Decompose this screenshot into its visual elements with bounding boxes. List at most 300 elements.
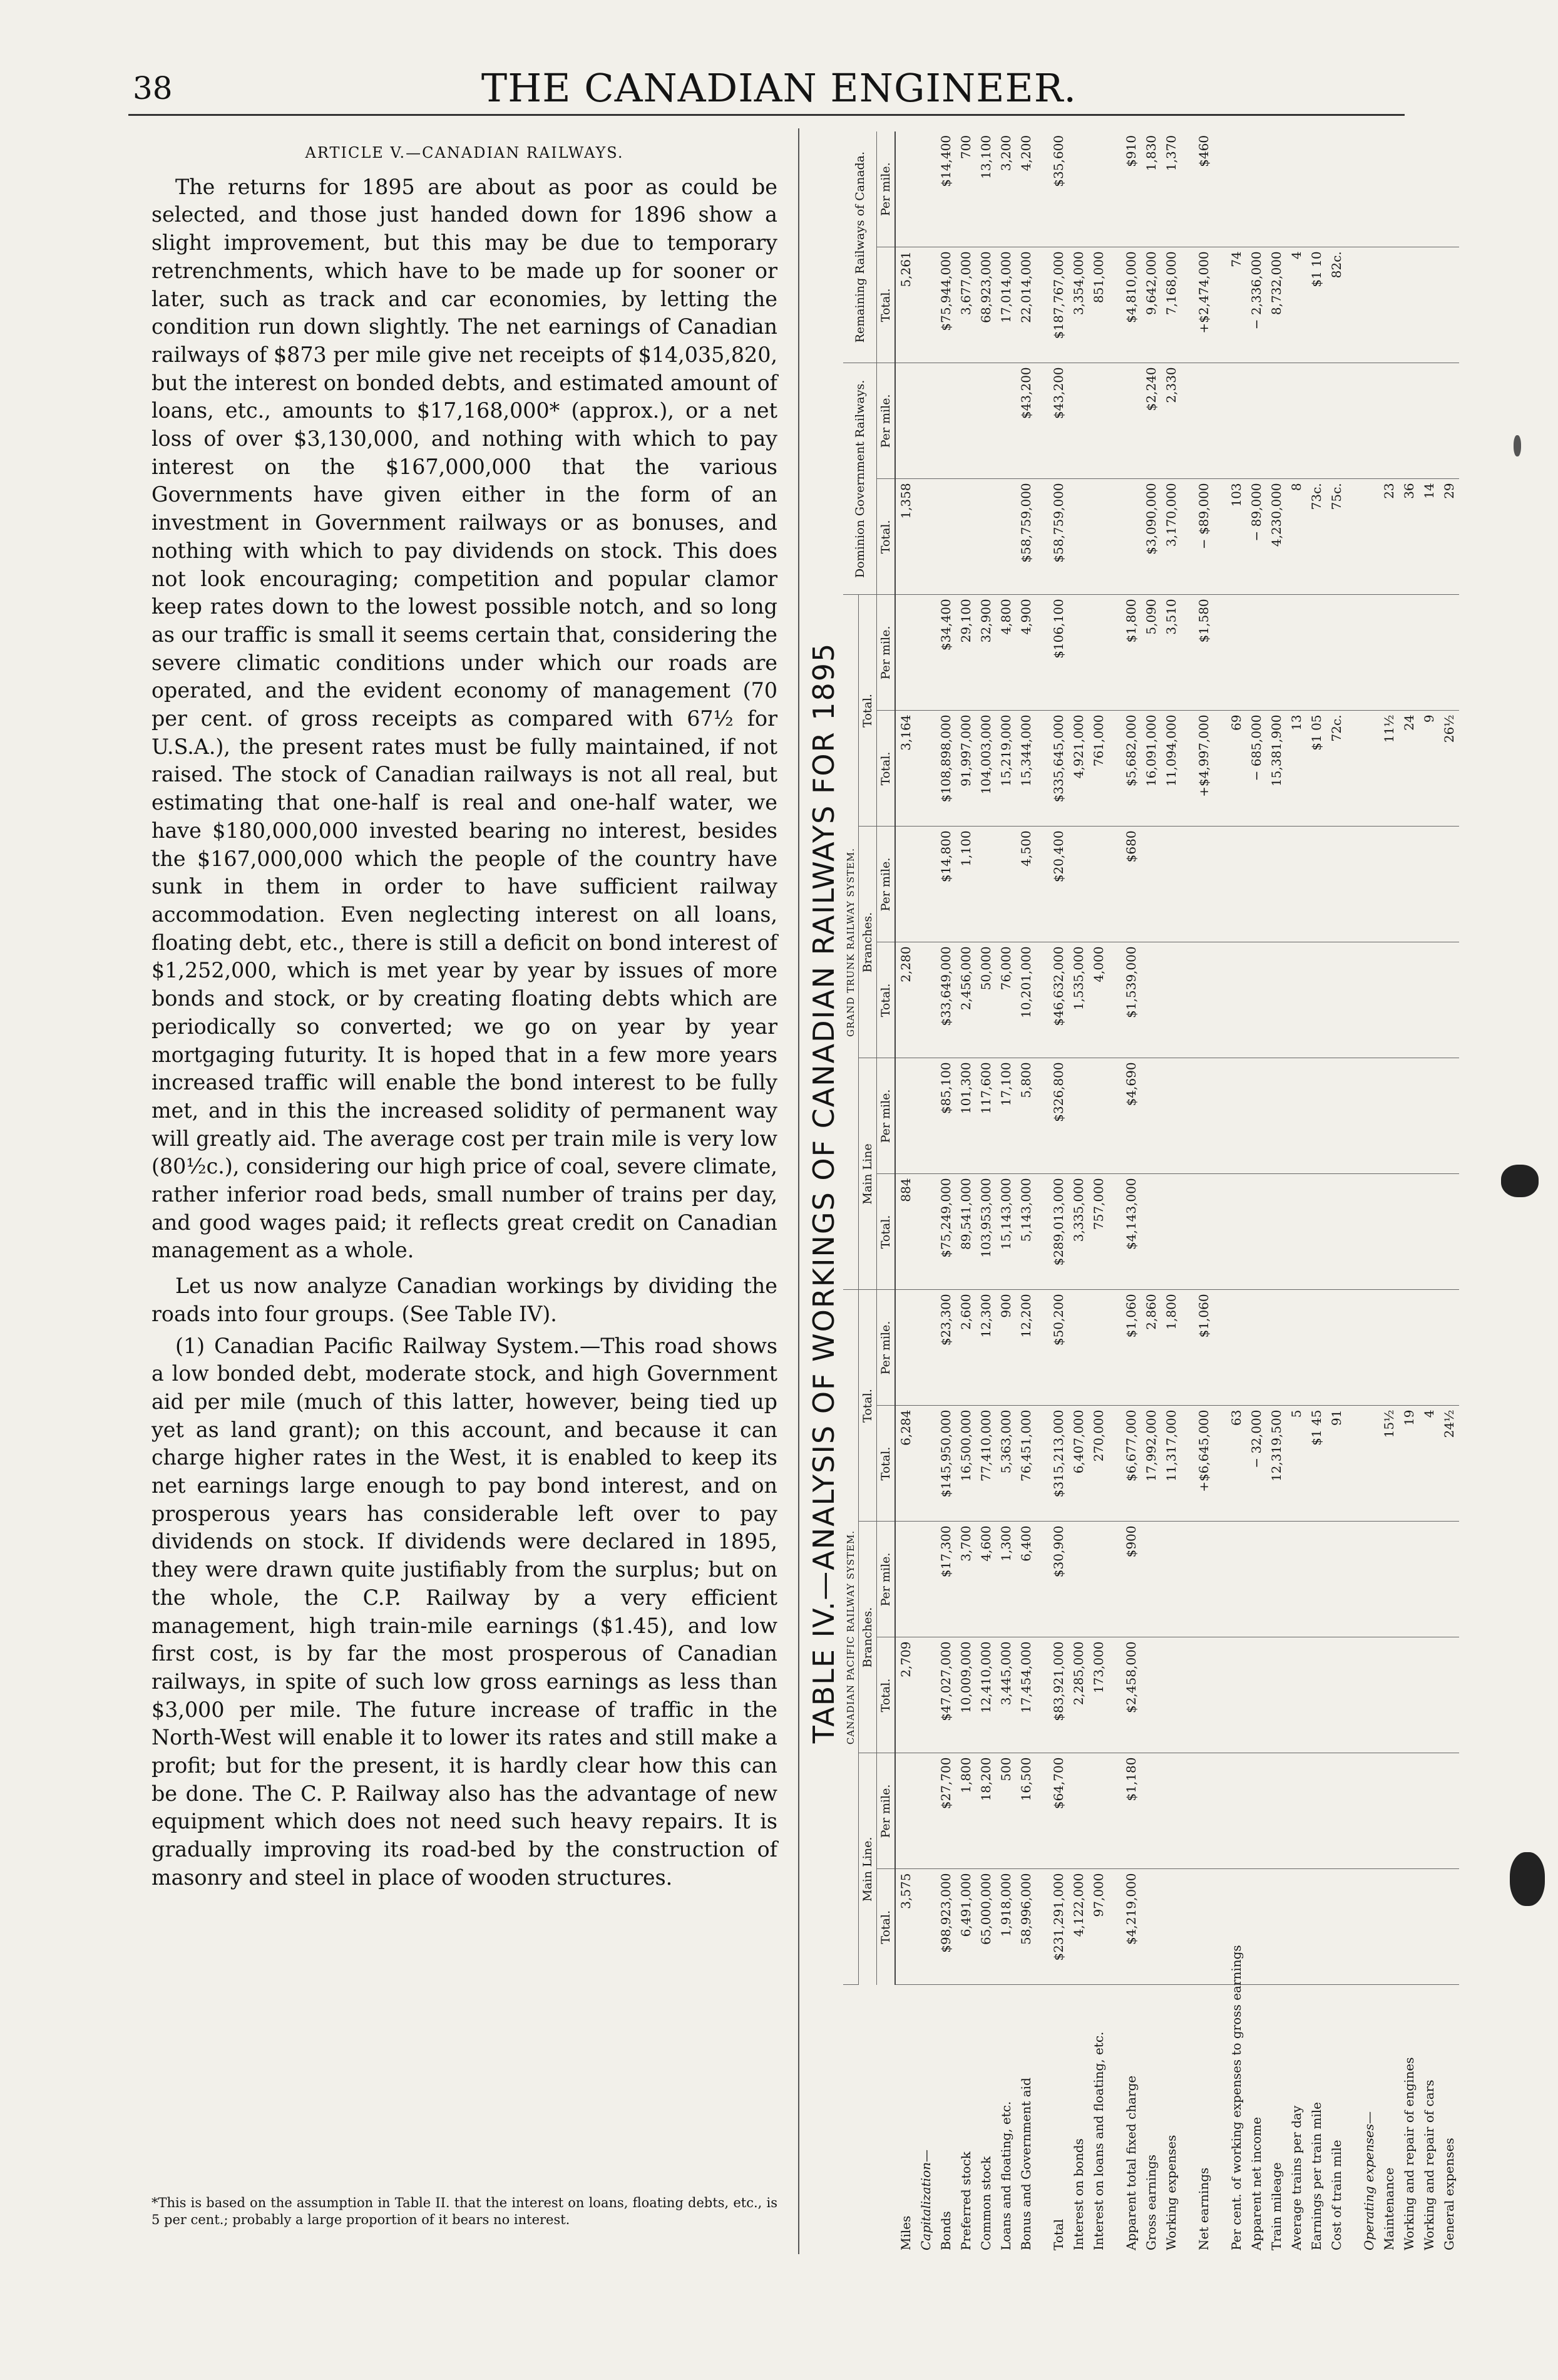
table-cell: 8 <box>1286 479 1306 595</box>
table-cell <box>1109 1058 1121 1174</box>
table-cell: $5,682,000 <box>1121 711 1141 827</box>
table-cell <box>1379 1637 1399 1753</box>
table-cell: 69 <box>1226 711 1246 827</box>
table-cell <box>1194 1174 1214 1290</box>
row-label: Capitalization— <box>918 2150 933 2250</box>
table-cell <box>1266 1290 1286 1406</box>
table-cell <box>1214 1522 1226 1637</box>
table-cell <box>1399 942 1419 1058</box>
table-cell <box>1419 1290 1439 1406</box>
table-cell <box>1399 1869 1419 1985</box>
table-cell: 72c. <box>1326 711 1346 827</box>
table-cell <box>1036 827 1048 942</box>
row-label: Interest on loans and floating, etc. <box>1091 2031 1106 2250</box>
table-row <box>1181 131 1194 2254</box>
table-row <box>1346 131 1359 2254</box>
table-cell: 16,500,000 <box>956 1406 976 1522</box>
table-cell: 22,014,000 <box>1016 247 1036 363</box>
table-cell: $108,898,000 <box>936 711 956 827</box>
table-cell <box>1379 1290 1399 1406</box>
table-cell: 10,201,000 <box>1016 942 1036 1058</box>
table-cell: $106,100 <box>1048 595 1069 711</box>
table-cell: 1,830 <box>1141 131 1161 247</box>
table-cell: 103,953,000 <box>976 1174 996 1290</box>
table-cell <box>1161 1058 1181 1174</box>
table-cell: 1,535,000 <box>1069 942 1089 1058</box>
table-cell: 173,000 <box>1089 1637 1109 1753</box>
table-cell <box>1419 595 1439 711</box>
table-cell: 63 <box>1226 1406 1246 1522</box>
table-cell <box>1181 1753 1194 1869</box>
table-cell: 4,500 <box>1016 827 1036 942</box>
table-cell <box>1181 363 1194 479</box>
table-cell <box>1286 1637 1306 1753</box>
table-cell: $35,600 <box>1048 131 1069 247</box>
table-cell: 23 <box>1379 479 1399 595</box>
table-cell: 24 <box>1399 711 1419 827</box>
table-cell <box>956 363 976 479</box>
table-row <box>1121 131 1141 2254</box>
table-cell <box>916 1174 936 1290</box>
workings-table <box>843 131 1459 2254</box>
table-cell: $1,580 <box>1194 595 1214 711</box>
table-cell: 13 <box>1286 711 1306 827</box>
column-header-per-mile: Per mile. <box>877 131 896 247</box>
table-cell: 97,000 <box>1089 1869 1109 1985</box>
table-cell: $1,800 <box>1121 595 1141 711</box>
table-cell: 4,800 <box>996 595 1016 711</box>
subgroup-cpr-main: Main Line. <box>859 1753 877 1985</box>
table-cell <box>916 247 936 363</box>
table-cell <box>1246 1174 1266 1290</box>
row-label: Net earnings <box>1196 2167 1211 2250</box>
table-cell <box>1069 1058 1089 1174</box>
table-cell <box>1439 131 1459 247</box>
table-cell <box>1181 1406 1194 1522</box>
group-gtr: GRAND TRUNK RAILWAY SYSTEM. <box>843 595 859 1290</box>
table-cell <box>1286 942 1306 1058</box>
table-row <box>936 131 956 2254</box>
table-cell <box>1181 1522 1194 1637</box>
row-label: Earnings per train mile <box>1309 2102 1324 2250</box>
table-cell <box>1399 1290 1419 1406</box>
table-cell <box>1346 363 1359 479</box>
table-cell: 500 <box>996 1753 1016 1869</box>
table-cell: 18,200 <box>976 1753 996 1869</box>
article-paragraph: The returns for 1895 are about as poor as could be selected, and those just handed down for 1896 show a slight improvement, but this may be due to temporary retrenchments, which have to be made up for sooner or later, such as track and car economies, by letting the condition run down slightly. The net earnings of Canadian railways of $873 per mile give net receipts of $14,035,820, but the interest on bonded debts, and estimated amount of loans, etc., amounts to $17,168,000* (approx.), or a net loss of over $3,130,000, and nothing with which to pay interest on the $167,000,000 that the various Governments have given either in the form of an investment in Government railways or as bonuses, and nothing with which to pay dividends on stock. This does not look encouraging; competition and popular clamor keep rates down to the lowest possible notch, and so long as our traffic is small it seems certain that, considering the severe climatic conditions under which our roads are operated, and the evident economy of management (70 per cent. of gross receipts as compared with 67½ for U.S.A.), the present rates must be fully maintained, if not raised. The stock of Canadian railways is not all real, but estimating that one-half is real and one-half water, we have $180,000,000 invested bearing no interest, besides the $167,000,000 which the people of the country have sunk in them in order to have sufficient railway accommodation. Even neglecting interest on all loans, floating debt, etc., there is still a deficit on bond interest of $1,252,000, which is met year by year by issues of more bonds and stock, or by creating floating debts which are periodically so converted; we go on year by year mortgaging futurity. It is hoped that in a few more years increased traffic will enable the bond interest to be fully met, and in this the increased solidity of permanent way will greatly aid. The average cost per train mile is very low (80½c.), considering our high price of coal, severe climate, rather inferior road beds, small number of trains per day, and good wages paid; it reflects great credit on Canadian management as a whole. <box>151 174 778 1263</box>
table-cell: 3,700 <box>956 1522 976 1637</box>
table-cell <box>1089 1753 1109 1869</box>
table-cell <box>1089 479 1109 595</box>
table-cell <box>895 827 916 942</box>
table-cell <box>996 827 1016 942</box>
table-cell <box>1214 1637 1226 1753</box>
row-label: Common stock <box>978 2156 993 2250</box>
table-cell: 1,800 <box>956 1753 976 1869</box>
table-cell <box>1246 827 1266 942</box>
table-cell: $335,645,000 <box>1048 711 1069 827</box>
table-cell <box>1439 1174 1459 1290</box>
table-row <box>976 131 996 2254</box>
table-row <box>1246 131 1266 2254</box>
table-cell <box>1109 1753 1121 1869</box>
table-cell <box>1306 942 1326 1058</box>
table-cell: 8,732,000 <box>1266 247 1286 363</box>
table-cell: $33,649,000 <box>936 942 956 1058</box>
table-cell <box>1214 711 1226 827</box>
table-cell <box>1439 595 1459 711</box>
table-cell: 4,200 <box>1016 131 1036 247</box>
table-cell <box>1359 1637 1379 1753</box>
table-cell <box>1181 1058 1194 1174</box>
table-cell <box>1089 1058 1109 1174</box>
row-label-header <box>843 1985 895 2254</box>
table-cell <box>1359 247 1379 363</box>
table-cell: $231,291,000 <box>1048 1869 1069 1985</box>
table-cell <box>1419 1174 1439 1290</box>
table-cell <box>1036 711 1048 827</box>
table-cell <box>1069 1522 1089 1637</box>
table-cell: 101,300 <box>956 1058 976 1174</box>
table-cell <box>1181 1174 1194 1290</box>
table-cell <box>1399 595 1419 711</box>
table-cell: 17,100 <box>996 1058 1016 1174</box>
table-cell <box>1194 1058 1214 1174</box>
table-cell <box>1214 1290 1226 1406</box>
table-row <box>1326 131 1346 2254</box>
table-cell: $145,950,000 <box>936 1406 956 1522</box>
table-cell: $75,249,000 <box>936 1174 956 1290</box>
column-header-per-mile: Per mile. <box>877 1290 896 1406</box>
column-header-total: Total. <box>877 247 896 363</box>
table-cell <box>1161 1174 1181 1290</box>
table-cell: $47,027,000 <box>936 1637 956 1753</box>
table-cell <box>1214 363 1226 479</box>
table-cell <box>1359 827 1379 942</box>
table-cell <box>1346 131 1359 247</box>
table-title: TABLE IV.—ANALYSIS OF WORKINGS OF CANADIAN RAILWAYS FOR 1895 <box>807 642 841 1744</box>
group-cpr: CANADIAN PACIFIC RAILWAY SYSTEM. <box>843 1290 859 1985</box>
article-title: ARTICLE V.—CANADIAN RAILWAYS. <box>305 144 624 162</box>
table-cell <box>1161 1869 1181 1985</box>
table-cell: 17,014,000 <box>996 247 1016 363</box>
row-label: Bonus and Government aid <box>1018 2078 1033 2250</box>
table-cell: 9 <box>1419 711 1439 827</box>
table-cell <box>1214 479 1226 595</box>
table-cell <box>1379 363 1399 479</box>
table-cell <box>1346 479 1359 595</box>
table-cell: 29,100 <box>956 595 976 711</box>
table-row <box>1048 131 1069 2254</box>
table-cell <box>1226 1174 1246 1290</box>
table-cell: − $89,000 <box>1194 479 1214 595</box>
table-cell: 3,677,000 <box>956 247 976 363</box>
table-cell: $17,300 <box>936 1522 956 1637</box>
article-paragraph: (1) Canadian Pacific Railway System.—This road shows a low bonded debt, moderate stock, and high Government aid per mile (much of this latter, however, being tied up yet as land grant); on this account, and because it can charge higher rates in the West, it is enabled to keep its net earnings large enough to pay bond interest, and on prosperous years has considerable left over to pay dividends on stock. If dividends were declared in 1895, they were drawn quite justifiably from the surplus; but on the whole, the C.P. Railway by a very efficient management, high train-mile earnings ($1.45), and low first cost, is by far the most prosperous of Canadian railways, in spite of such low gross earnings as less than $3,000 per mile. The future increase of traffic in the North-West will enable it to lower its rates and still make a profit; but for the present, it is hardly clear how this can be done. The C. P. Railway also has the advantage of new equipment which does not need such heavy repairs. It is gradually improving its road-bed by the construction of masonry and steel in place of wooden structures. <box>151 1333 777 1890</box>
table-cell <box>976 827 996 942</box>
table-cell: 17,454,000 <box>1016 1637 1036 1753</box>
table-cell: 91,997,000 <box>956 711 976 827</box>
table-cell <box>1379 1174 1399 1290</box>
table-cell: 3,170,000 <box>1161 479 1181 595</box>
table-cell <box>1359 1174 1379 1290</box>
table-cell <box>1121 363 1141 479</box>
table-cell: 1,300 <box>996 1522 1016 1637</box>
column-header-total: Total. <box>877 942 896 1058</box>
rotated-table-area <box>804 131 1457 2254</box>
table-cell <box>1141 1174 1161 1290</box>
table-cell <box>1379 827 1399 942</box>
table-cell <box>1346 1869 1359 1985</box>
table-cell <box>1379 247 1399 363</box>
table-cell <box>1181 827 1194 942</box>
table-cell: $1,060 <box>1121 1290 1141 1406</box>
table-cell <box>1226 131 1246 247</box>
table-cell <box>1246 942 1266 1058</box>
table-cell <box>1306 827 1326 942</box>
table-cell <box>1346 1058 1359 1174</box>
table-cell <box>1109 363 1121 479</box>
table-cell <box>996 363 1016 479</box>
table-cell: − 32,000 <box>1246 1406 1266 1522</box>
table-row <box>1399 131 1419 2254</box>
table-cell: $4,143,000 <box>1121 1174 1141 1290</box>
table-cell <box>1379 1753 1399 1869</box>
table-cell: +$4,997,000 <box>1194 711 1214 827</box>
row-label <box>1346 1985 1359 2254</box>
table-cell: $43,200 <box>1048 363 1069 479</box>
column-header-total: Total. <box>877 1637 896 1753</box>
row-label: Cost of train mile <box>1329 2140 1344 2250</box>
table-cell <box>1359 479 1379 595</box>
table-cell: 50,000 <box>976 942 996 1058</box>
table-cell <box>1359 1869 1379 1985</box>
table-cell <box>1036 1753 1048 1869</box>
table-cell <box>1109 1869 1121 1985</box>
table-cell <box>1069 595 1089 711</box>
table-cell <box>1306 1637 1326 1753</box>
table-cell <box>1306 1522 1326 1637</box>
table-cell: 757,000 <box>1089 1174 1109 1290</box>
table-cell <box>1161 1753 1181 1869</box>
table-cell <box>1439 247 1459 363</box>
table-cell: $43,200 <box>1016 363 1036 479</box>
table-cell <box>1214 595 1226 711</box>
table-cell: 3,575 <box>895 1869 916 1985</box>
table-cell <box>1346 711 1359 827</box>
table-cell: $326,800 <box>1048 1058 1069 1174</box>
table-cell: $1 45 <box>1306 1406 1326 1522</box>
table-cell <box>1346 1637 1359 1753</box>
table-cell: 58,996,000 <box>1016 1869 1036 1985</box>
table-cell: 15,344,000 <box>1016 711 1036 827</box>
column-divider <box>798 128 799 2254</box>
table-cell: 29 <box>1439 479 1459 595</box>
table-cell <box>1036 1058 1048 1174</box>
table-cell <box>1266 942 1286 1058</box>
group-dominion: Dominion Government Railways. <box>843 363 877 595</box>
table-cell: $289,013,000 <box>1048 1174 1069 1290</box>
table-cell <box>1161 1522 1181 1637</box>
table-cell: 2,860 <box>1141 1290 1161 1406</box>
table-cell <box>1419 1058 1439 1174</box>
table-cell <box>916 1637 936 1753</box>
table-cell <box>1246 595 1266 711</box>
table-row <box>1214 131 1226 2254</box>
table-cell: 117,600 <box>976 1058 996 1174</box>
table-cell <box>1246 1522 1266 1637</box>
table-cell <box>1439 1522 1459 1637</box>
table-cell: 17,992,000 <box>1141 1406 1161 1522</box>
table-cell <box>1266 1753 1286 1869</box>
table-cell <box>1419 1753 1439 1869</box>
table-cell <box>916 1406 936 1522</box>
table-cell: 4,230,000 <box>1266 479 1286 595</box>
table-cell <box>1359 1522 1379 1637</box>
table-row <box>1161 131 1181 2254</box>
table-cell: 11,317,000 <box>1161 1406 1181 1522</box>
table-row <box>1439 131 1459 2254</box>
table-cell: $14,800 <box>936 827 956 942</box>
table-cell <box>1306 1869 1326 1985</box>
table-cell: 82c. <box>1326 247 1346 363</box>
table-cell <box>1226 595 1246 711</box>
table-cell <box>1194 1637 1214 1753</box>
table-cell: 1,370 <box>1161 131 1181 247</box>
table-row <box>1379 131 1399 2254</box>
table-cell: 1,358 <box>895 479 916 595</box>
table-cell <box>916 479 936 595</box>
table-row <box>1109 131 1121 2254</box>
row-label: Apparent net income <box>1249 2116 1264 2250</box>
table-cell: $14,400 <box>936 131 956 247</box>
table-cell <box>1326 1290 1346 1406</box>
table-cell: 3,354,000 <box>1069 247 1089 363</box>
table-cell <box>1194 1522 1214 1637</box>
table-cell <box>895 363 916 479</box>
table-cell <box>1036 1290 1048 1406</box>
table-row <box>1266 131 1286 2254</box>
table-cell: 7,168,000 <box>1161 247 1181 363</box>
table-row <box>1286 131 1306 2254</box>
table-cell <box>1266 595 1286 711</box>
table-cell <box>1286 595 1306 711</box>
table-cell: 77,410,000 <box>976 1406 996 1522</box>
table-cell <box>1214 827 1226 942</box>
row-label: Interest on bonds <box>1071 2138 1086 2250</box>
table-cell <box>916 1522 936 1637</box>
table-cell <box>916 1753 936 1869</box>
table-cell <box>1214 1753 1226 1869</box>
table-cell: $98,923,000 <box>936 1869 956 1985</box>
table-cell: $315,213,000 <box>1048 1406 1069 1522</box>
table-cell: 4,921,000 <box>1069 711 1089 827</box>
table-cell: 68,923,000 <box>976 247 996 363</box>
row-label: Gross earnings <box>1144 2154 1159 2250</box>
table-cell <box>1326 1637 1346 1753</box>
table-cell <box>916 595 936 711</box>
subgroup-cpr-branches: Branches. <box>859 1522 877 1753</box>
table-cell <box>1141 1522 1161 1637</box>
table-cell: $58,759,000 <box>1048 479 1069 595</box>
table-cell <box>1379 131 1399 247</box>
column-header-per-mile: Per mile. <box>877 1522 896 1637</box>
table-cell <box>1141 942 1161 1058</box>
table-cell: 3,445,000 <box>996 1637 1016 1753</box>
column-header-total: Total. <box>877 711 896 827</box>
table-cell: 4,600 <box>976 1522 996 1637</box>
table-cell <box>1326 827 1346 942</box>
table-cell <box>1036 479 1048 595</box>
table-cell: 1,100 <box>956 827 976 942</box>
table-cell <box>1266 1522 1286 1637</box>
table-cell <box>1194 942 1214 1058</box>
table-cell <box>895 1522 916 1637</box>
table-row <box>1036 131 1048 2254</box>
table-cell <box>1306 1174 1326 1290</box>
table-cell: − 89,000 <box>1246 479 1266 595</box>
table-cell <box>1109 942 1121 1058</box>
row-label: General expenses <box>1442 2138 1457 2250</box>
column-header-per-mile: Per mile. <box>877 827 896 942</box>
table-cell <box>1326 1753 1346 1869</box>
row-label: Preferred stock <box>958 2151 973 2250</box>
table-cell <box>1419 363 1439 479</box>
table-cell: $680 <box>1121 827 1141 942</box>
table-cell <box>1089 595 1109 711</box>
table-cell: $4,690 <box>1121 1058 1141 1174</box>
table-cell <box>1379 595 1399 711</box>
table-cell <box>1109 1406 1121 1522</box>
table-cell <box>1109 1290 1121 1406</box>
table-cell: 104,003,000 <box>976 711 996 827</box>
table-cell <box>1036 1522 1048 1637</box>
table-cell: − 685,000 <box>1246 711 1266 827</box>
table-cell <box>1359 1753 1379 1869</box>
table-cell: $2,458,000 <box>1121 1637 1141 1753</box>
table-cell <box>1141 827 1161 942</box>
table-cell <box>1326 1174 1346 1290</box>
table-cell <box>1419 247 1439 363</box>
column-header-total: Total. <box>877 1406 896 1522</box>
table-cell: 2,280 <box>895 942 916 1058</box>
table-cell <box>1141 1637 1161 1753</box>
row-label: Train mileage <box>1269 2162 1284 2250</box>
row-label <box>1181 1985 1194 2254</box>
article-column <box>151 139 777 1892</box>
table-cell <box>1439 942 1459 1058</box>
table-cell <box>1109 247 1121 363</box>
subgroup-gtr-branches: Branches. <box>859 827 877 1058</box>
table-cell <box>1226 827 1246 942</box>
table-cell: $4,219,000 <box>1121 1869 1141 1985</box>
table-cell: 2,330 <box>1161 363 1181 479</box>
table-cell <box>1036 1637 1048 1753</box>
table-row <box>1141 131 1161 2254</box>
table-cell <box>1419 1869 1439 1985</box>
table-cell: 700 <box>956 131 976 247</box>
column-header-per-mile: Per mile. <box>877 1753 896 1869</box>
table-cell: 3,335,000 <box>1069 1174 1089 1290</box>
table-cell <box>1246 131 1266 247</box>
table-cell <box>1306 363 1326 479</box>
table-cell <box>1286 1522 1306 1637</box>
table-cell: 6,491,000 <box>956 1869 976 1985</box>
table-cell <box>1214 942 1226 1058</box>
page-number: 38 <box>133 70 173 106</box>
table-cell: $20,400 <box>1048 827 1069 942</box>
table-cell <box>1326 942 1346 1058</box>
